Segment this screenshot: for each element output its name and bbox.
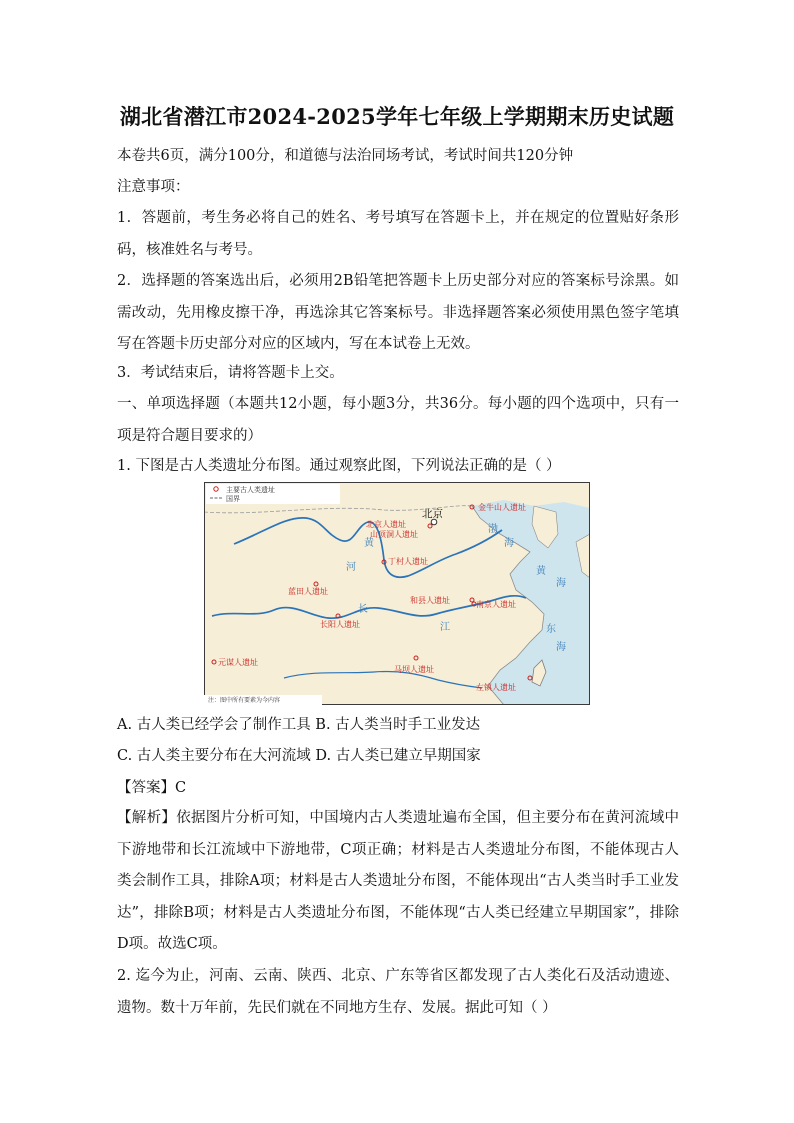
label-huang-river-1: 黄 [364, 538, 374, 549]
site-beijingren: 北京人遗址 [366, 520, 406, 529]
notice-item-2: 2．选择题的答案选出后，必须用2B铅笔把答题卡上历史部分对应的答案标号涂黑。如需改动，先用橡皮擦干净，再选涂其它答案标号。非选择题答案必须使用黑色签字笔填写在答题卡历史部分对应的区域内，写在本试卷上无效。 [117, 273, 679, 352]
site-changyang: 长阳人遗址 [320, 620, 360, 629]
question-1: 1. 下图是古人类遗址分布图。通过观察此图，下列说法正确的是（ ） [117, 458, 561, 474]
page-title: 湖北省潜江市2024-2025学年七年级上学期期末历史试题 [119, 104, 675, 129]
label-donghai-1: 东 [546, 624, 556, 635]
legend-border-label: 国界 [226, 495, 240, 503]
analysis-paragraph: 【解析】依据图片分析可知，中国境内古人类遗址遍布全国，但主要分布在黄河流域中下游地带和长江流域中下游地带，C项正确；材料是古人类遗址分布图，不能体现古人类会制作工具，排除A项；材料是古人类遗址分布图，不能体现出“古人类当时手工业发达”，排除B项；材料是古人类遗址分布图，不能体现“古人类已经建立早期国家”，排除D项。故选C项。 [117, 810, 679, 952]
site-jinniushan: 金牛山人遗址 [478, 503, 526, 512]
label-chang-jiang-1: 长 [358, 604, 368, 615]
label-chang-jiang-2: 江 [440, 622, 450, 633]
site-yuanmou: 元谋人遗址 [218, 658, 258, 667]
notice-item-1: 1．答题前，考生务必将自己的姓名、考号填写在答题卡上，并在规定的位置贴好条形码，核准姓名与考号。 [117, 210, 679, 258]
answer-line: 【答案】C [117, 780, 187, 796]
site-hexian: 和县人遗址 [410, 596, 450, 605]
site-shandingdong: 山顶洞人遗址 [370, 530, 418, 539]
q1-options-row-1: A. 古人类已经学会了制作工具 B. 古人类当时手工业发达 [117, 717, 481, 733]
site-maba: 马坝人遗址 [394, 665, 434, 674]
site-dingcun: 丁村人遗址 [388, 557, 428, 566]
section-heading: 一、单项选择题（本题共12小题，每小题3分，共36分。每小题的四个选项中，只有一项是符合题目要求的） [117, 396, 679, 444]
label-donghai-2: 海 [556, 642, 566, 653]
notice-item-3: 3．考试结束后，请将答题卡上交。 [117, 365, 344, 381]
question-2: 2. 迄今为止，河南、云南、陕西、北京、广东等省区都发现了古人类化石及活动遗迹、遗物。数十万年前，先民们就在不同地方生存、发展。据此可知（ ） [117, 968, 679, 1016]
legend-site-label: 主要古人类遗址 [226, 486, 275, 494]
q1-options-row-2: C. 古人类主要分布在大河流域 D. 古人类已建立早期国家 [117, 748, 481, 764]
label-huang-river-2: 河 [346, 562, 356, 573]
notice-heading: 注意事项： [117, 179, 190, 195]
site-nanjing: 南京人遗址 [476, 600, 516, 609]
label-huanghai-2: 海 [556, 578, 566, 589]
map-note: 注：图中所有要素为今内容 [208, 697, 281, 704]
label-bohai-2: 海 [504, 538, 514, 549]
beijing-label: 北京 [422, 508, 443, 520]
beijing-marker [431, 519, 437, 525]
ancient-sites-map [204, 482, 590, 705]
site-zuozhen: 左镇人遗址 [476, 683, 516, 692]
label-huanghai-1: 黄 [536, 566, 546, 577]
site-lantian: 蓝田人遗址 [288, 587, 328, 596]
label-bohai-1: 渤 [488, 524, 498, 535]
exam-intro: 本卷共6页，满分100分，和道德与法治同场考试，考试时间共120分钟 [117, 148, 574, 164]
